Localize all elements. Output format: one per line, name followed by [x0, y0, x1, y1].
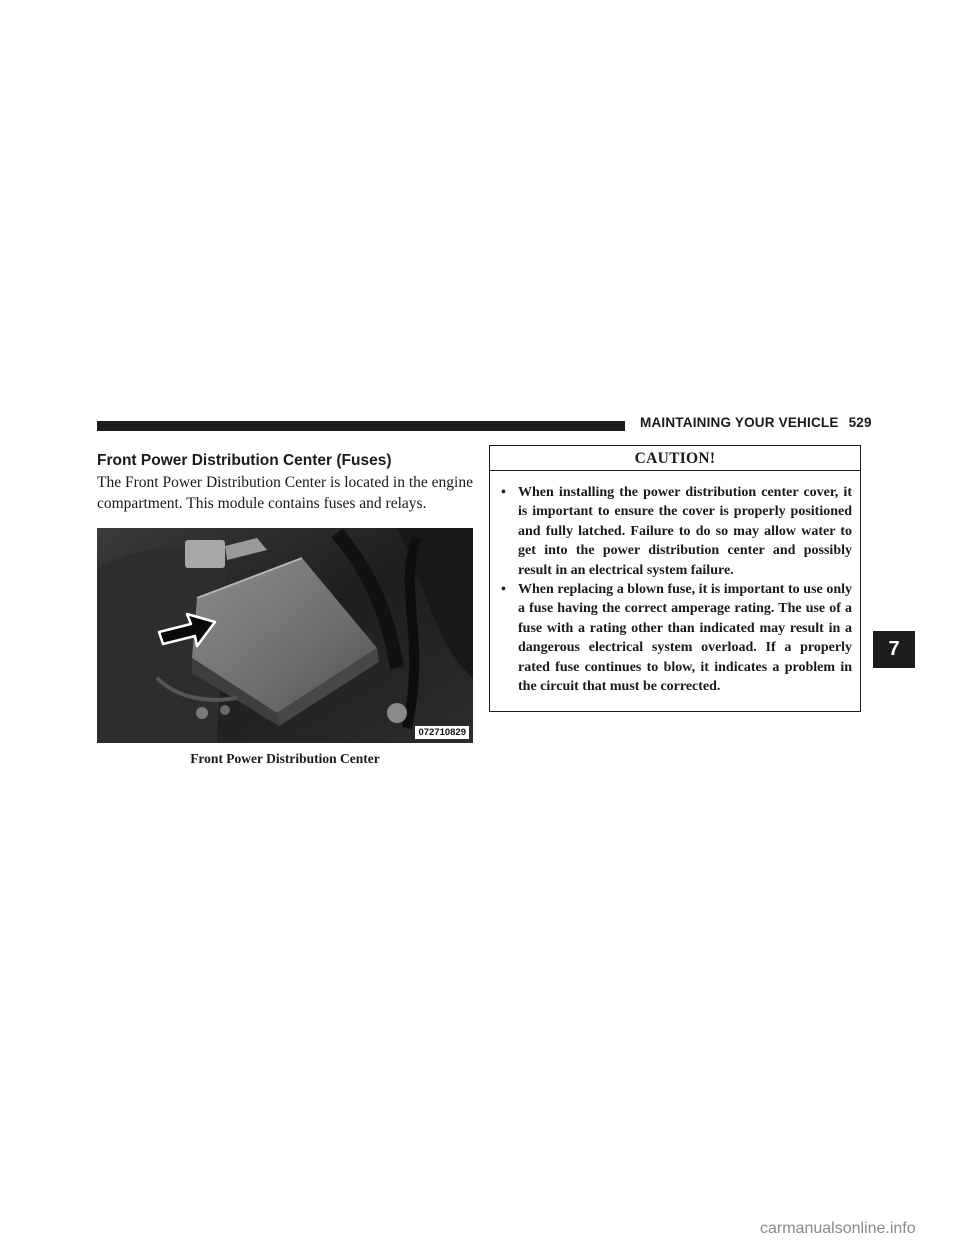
- engine-compartment-photo: [97, 528, 473, 743]
- photo-illustration: [97, 528, 473, 743]
- caution-item: [498, 483, 852, 580]
- bullet-icon: •: [501, 485, 506, 500]
- caution-item: [498, 580, 852, 696]
- bullet-icon: •: [501, 582, 506, 598]
- watermark: carmanualsonline.info: [760, 1220, 916, 1237]
- page-number: 529: [848, 415, 872, 430]
- caution-list: [490, 471, 860, 696]
- caution-item-text: When installing the power distribution center cover, it is important to ensure the cover is properly positioned and fully latched. Failure to do so may allow water to get into the power distribution center and possibly result in an electrical system failure.: [518, 485, 852, 578]
- header-rule: [97, 421, 625, 431]
- body-paragraph: The Front Power Distribution Center is located in the engine compartment. This module contains fuses and relays.: [97, 474, 473, 512]
- caution-title: CAUTION!: [490, 446, 860, 471]
- chapter-tab: 7: [873, 631, 915, 668]
- section-heading: Front Power Distribution Center (Fuses): [97, 452, 392, 469]
- header-section-title: MAINTAINING YOUR VEHICLE: [640, 415, 839, 430]
- caution-item-text: When replacing a blown fuse, it is important to use only a fuse having the correct amperage rating. The use of a fuse with a rating other than indicated may result in a dangerous electrical system overload. If a properly rated fuse continues to blow, it indicates a problem in the circuit that must be corrected.: [518, 582, 852, 695]
- figure-caption: Front Power Distribution Center: [190, 751, 380, 766]
- running-header: [640, 415, 872, 430]
- figure-code: 072710829: [415, 726, 469, 739]
- caution-box: [489, 445, 861, 712]
